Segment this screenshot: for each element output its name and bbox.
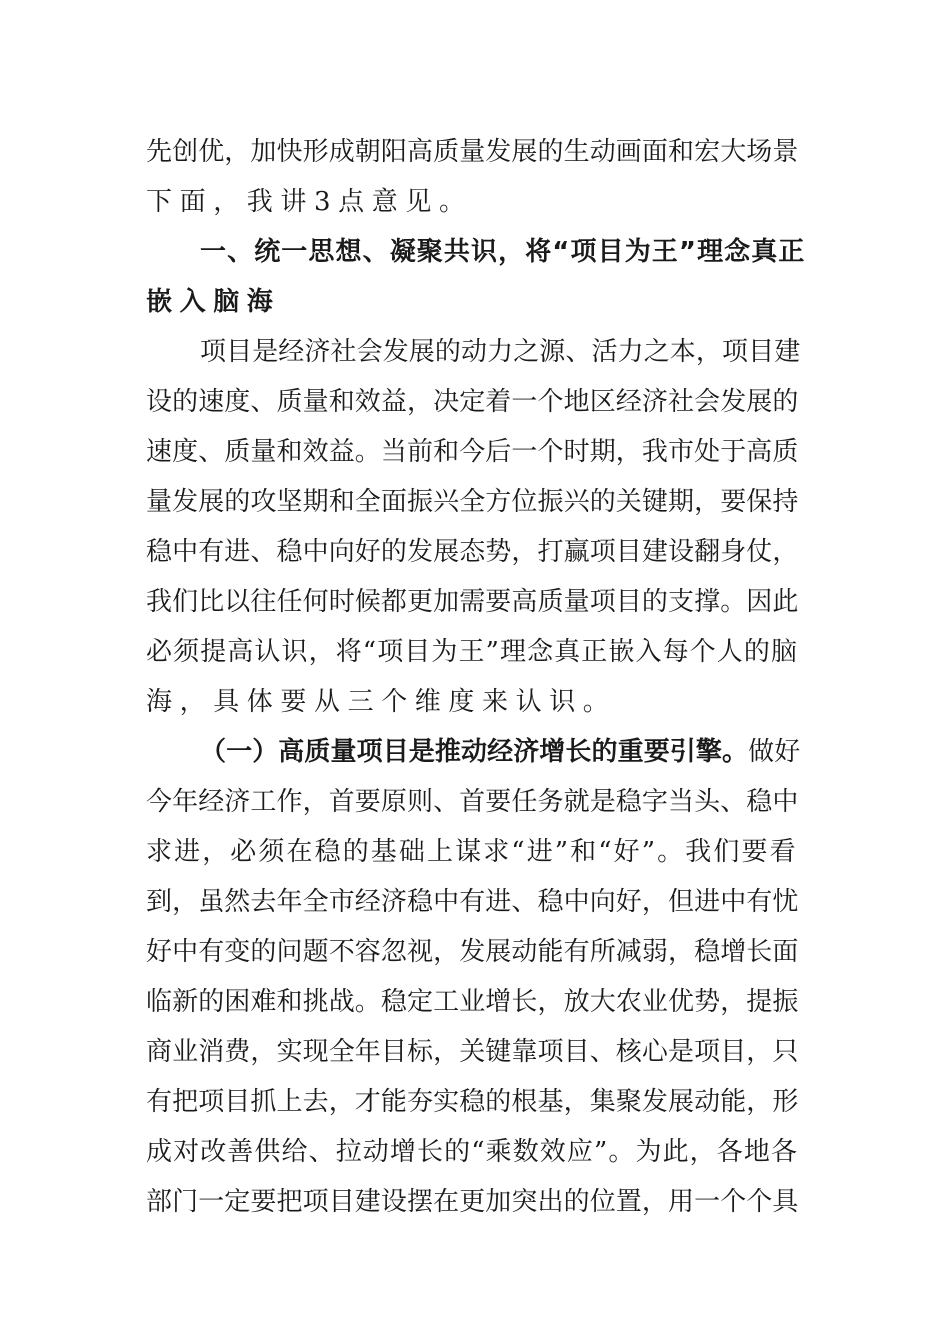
- subsection-text-start: 做好: [748, 737, 801, 767]
- text-line-20: 有把项目抓上去，才能夯实稳的根基，集聚发展动能，形: [146, 1087, 799, 1117]
- text-line-18: 临新的困难和挑战。稳定工业增长，放大农业优势，提振: [146, 987, 799, 1017]
- text-line-15: 求进，必须在稳的基础上谋求“进”和“好”。我们要看: [146, 837, 798, 867]
- section-heading-line-2: 嵌入脑海: [146, 287, 281, 317]
- text-line-12: 海，具体要从三个维度来认识。: [146, 687, 617, 717]
- text-line-22: 部门一定要把项目建设摆在更加突出的位置，用一个个具: [146, 1187, 799, 1217]
- section-heading-line-1: 一、统一思想、凝聚共识，将“项目为王”理念真正: [200, 237, 806, 267]
- text-line-6: 设的速度、质量和效益，决定着一个地区经济社会发展的: [146, 387, 799, 417]
- text-line-14: 今年经济工作，首要原则、首要任务就是稳字当头、稳中: [146, 787, 799, 817]
- subsection-heading: （一）高质量项目是推动经济增长的重要引擎。: [200, 737, 749, 767]
- text-line-11: 必须提高认识，将“项目为王”理念真正嵌入每个人的脑: [146, 637, 799, 667]
- text-line-17: 好中有变的问题不容忽视，发展动能有所减弱，稳增长面: [146, 937, 799, 967]
- text-line-9: 稳中有进、稳中向好的发展态势，打赢项目建设翻身仗，: [146, 537, 799, 567]
- text-line-19: 商业消费，实现全年目标，关键靠项目、核心是项目，只: [146, 1037, 799, 1067]
- text-line-16: 到，虽然去年全市经济稳中有进、稳中向好，但进中有忧: [146, 887, 799, 917]
- text-line-10: 我们比以往任何时候都更加需要高质量项目的支撑。因此: [146, 587, 799, 617]
- text-line-5: 项目是经济社会发展的动力之源、活力之本，项目建: [200, 337, 801, 367]
- text-line-1: 先创优，加快形成朝阳高质量发展的生动画面和宏大场景: [146, 137, 799, 167]
- text-line-21: 成对改善供给、拉动增长的“乘数效应”。为此，各地各: [146, 1137, 799, 1167]
- text-line-8: 量发展的攻坚期和全面振兴全方位振兴的关键期，要保持: [146, 487, 799, 517]
- text-line-7: 速度、质量和效益。当前和今后一个时期，我市处于高质: [146, 437, 799, 467]
- text-line-2: 下面，我讲3点意见。: [146, 187, 473, 217]
- subsection-line: [200, 728, 806, 776]
